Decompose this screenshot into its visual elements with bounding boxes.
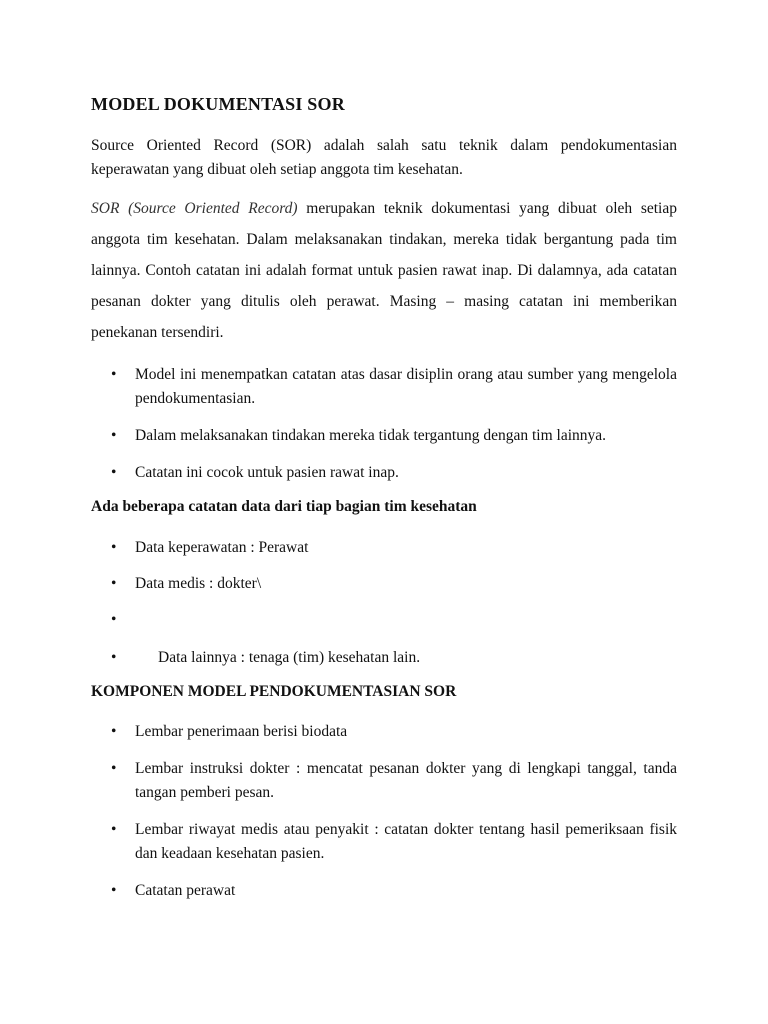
bullet-marker: • [111, 575, 117, 592]
list-item-text: Lembar riwayat medis atau penyakit : catatan dokter tentang hasil pemeriksaan fisik dan keadaan kesehatan pasien. [135, 821, 677, 862]
list-item [111, 646, 677, 670]
bullet-marker: • [111, 366, 117, 383]
list-item-text: Catatan perawat [135, 882, 236, 899]
sor-italic-lead: SOR (Source Oriented Record) [91, 200, 298, 217]
sor-description-text: merupakan teknik dokumentasi yang dibuat oleh setiap anggota tim kesehatan. Dalam melaksanakan tindakan, mereka tidak bergantung pada tim lainnya. Contoh catatan ini adalah format untuk pasien rawat inap. Di dalamnya, ada catatan pesanan dokter yang ditulis oleh perawat. Masing – masing catatan ini memberikan penekanan tersendiri. [91, 200, 677, 341]
bullet-marker: • [111, 649, 117, 666]
bullet-marker: • [111, 539, 117, 556]
list-item [111, 424, 677, 448]
list-item [111, 536, 677, 560]
intro-paragraph: Source Oriented Record (SOR) adalah salah satu teknik dalam pendokumentasian keperawatan yang dibuat oleh setiap anggota tim kesehatan. [91, 137, 677, 178]
list-item-text: Model ini menempatkan catatan atas dasar disiplin orang atau sumber yang mengelola pendokumentasian. [135, 366, 677, 407]
list-item-text: Lembar instruksi dokter : mencatat pesanan dokter yang di lengkapi tanggal, tanda tangan pemberi pesan. [135, 760, 677, 801]
list-item-text: Data medis : dokter\ [135, 575, 262, 592]
list-item [111, 572, 677, 596]
list-item [111, 720, 677, 744]
list-item-text: Data lainnya : tenaga (tim) kesehatan lain. [158, 649, 421, 666]
bullet-marker: • [111, 760, 117, 777]
document-title: MODEL DOKUMENTASI SOR [91, 94, 345, 114]
bullet-marker: • [111, 882, 117, 899]
list-item-text: Lembar penerimaan berisi biodata [135, 723, 348, 740]
list-item [111, 363, 677, 411]
list-item-text: Catatan ini cocok untuk pasien rawat inap. [135, 464, 399, 481]
bullet-marker: • [111, 427, 117, 444]
bullet-marker: • [111, 464, 117, 481]
bullet-marker: • [111, 611, 117, 628]
list-item [111, 461, 677, 485]
sor-description-paragraph [91, 193, 677, 348]
section-heading-komponen: KOMPONEN MODEL PENDOKUMENTASIAN SOR [91, 683, 457, 700]
list-item [111, 818, 677, 866]
list-item-text: Dalam melaksanakan tindakan mereka tidak tergantung dengan tim lainnya. [135, 427, 607, 444]
bullet-marker: • [111, 723, 117, 740]
bullet-marker: • [111, 821, 117, 838]
list-item [111, 879, 677, 903]
list-item-text: Data keperawatan : Perawat [135, 539, 309, 556]
list-item [111, 757, 677, 805]
section-heading-data: Ada beberapa catatan data dari tiap bagian tim kesehatan [91, 498, 477, 515]
